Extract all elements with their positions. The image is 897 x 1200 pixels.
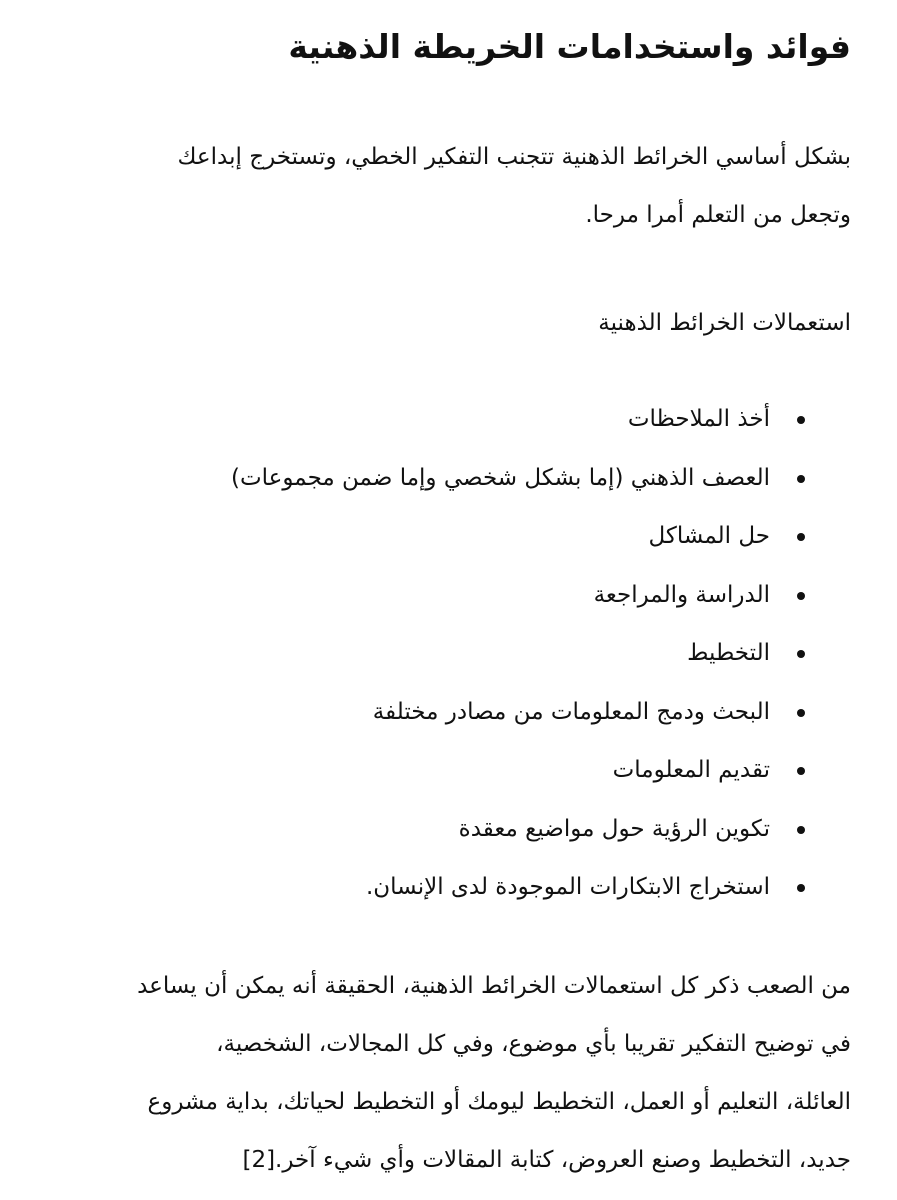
bullet-dot <box>797 416 805 424</box>
list-item <box>46 566 805 625</box>
closing-line-3: العائلة، التعليم أو العمل، التخطيط ليومك أو التخطيط لحياتك، بداية مشروع <box>147 1088 851 1115</box>
list-item <box>46 800 805 859</box>
closing-line-2: في توضيح التفكير تقريبا بأي موضوع، وفي كل المجالات، الشخصية، <box>216 1030 851 1057</box>
closing-line-4: جديد، التخطيط وصنع العروض، كتابة المقالات وأي شيء آخر.[2] <box>242 1146 851 1173</box>
uses-list <box>46 390 851 917</box>
bullet-dot <box>797 533 805 541</box>
list-item-text: استخراج الابتكارات الموجودة لدى الإنسان. <box>365 874 770 900</box>
list-item <box>46 507 805 566</box>
list-item-text: الدراسة والمراجعة <box>593 581 770 608</box>
bullet-dot <box>797 884 805 892</box>
bullet-dot <box>797 592 805 600</box>
list-item-text: أخذ الملاحظات <box>627 406 770 432</box>
bullet-dot <box>797 767 805 775</box>
intro-line-2: وتجعل من التعلم أمرا مرحا. <box>585 202 851 228</box>
list-item <box>46 449 805 508</box>
list-item-text: تكوين الرؤية حول مواضيع معقدة <box>458 815 770 842</box>
list-item <box>46 390 805 449</box>
list-item-text: تقديم المعلومات <box>612 757 770 783</box>
list-item-text: العصف الذهني (إما بشكل شخصي وإما ضمن مجموعات) <box>231 464 770 491</box>
closing-paragraph <box>46 957 851 1189</box>
intro-paragraph <box>46 128 851 244</box>
intro-line-1: بشكل أساسي الخرائط الذهنية تتجنب التفكير الخطي، وتستخرج إبداعك <box>177 144 851 170</box>
list-item <box>46 858 805 917</box>
list-item <box>46 741 805 800</box>
bullet-dot <box>797 475 805 483</box>
bullet-dot <box>797 650 805 658</box>
list-item-text: التخطيط <box>687 640 770 666</box>
list-item-text: البحث ودمج المعلومات من مصادر مختلفة <box>372 698 770 725</box>
article-title: فوائد واستخدامات الخريطة الذهنية <box>288 27 851 66</box>
list-item <box>46 683 805 742</box>
bullet-dot <box>797 826 805 834</box>
list-item <box>46 624 805 683</box>
uses-heading: استعمالات الخرائط الذهنية <box>598 310 851 336</box>
closing-line-1: من الصعب ذكر كل استعمالات الخرائط الذهنية، الحقيقة أنه يمكن أن يساعد <box>137 972 851 999</box>
list-item-text: حل المشاكل <box>648 523 770 549</box>
bullet-dot <box>797 709 805 717</box>
